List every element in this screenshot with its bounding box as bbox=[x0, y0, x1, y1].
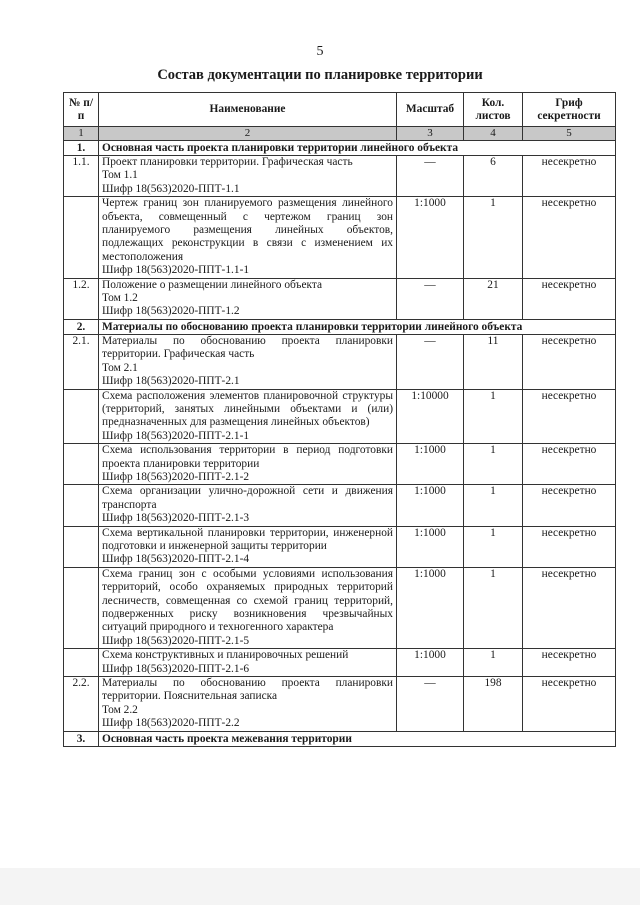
row-scale: 1:1000 bbox=[397, 197, 464, 278]
row-name-line: Схема использования территории в период подготовки проекта планировки территории bbox=[102, 444, 393, 470]
row-secrecy: несекретно bbox=[523, 649, 616, 677]
row-name-line: Шифр 18(563)2020-ППТ-1.1 bbox=[102, 182, 240, 195]
row-name bbox=[99, 567, 397, 648]
header-scale: Масштаб bbox=[397, 93, 464, 127]
row-name bbox=[99, 444, 397, 485]
row-name bbox=[99, 526, 397, 567]
row-scale: — bbox=[397, 278, 464, 319]
row-sheets: 1 bbox=[464, 444, 523, 485]
row-name-line: Том 2.2 bbox=[102, 703, 138, 716]
section-row bbox=[64, 731, 616, 746]
table-row bbox=[64, 444, 616, 485]
row-name-line: Шифр 18(563)2020-ППТ-2.1-5 bbox=[102, 634, 250, 647]
row-number: 1.1. bbox=[64, 156, 99, 197]
row-number bbox=[64, 389, 99, 444]
row-name-line: Шифр 18(563)2020-ППТ-2.1-6 bbox=[102, 662, 250, 675]
table-row bbox=[64, 567, 616, 648]
row-name bbox=[99, 389, 397, 444]
row-name bbox=[99, 334, 397, 389]
column-index: 3 bbox=[397, 127, 464, 141]
row-number: 1.2. bbox=[64, 278, 99, 319]
row-number: 2.1. bbox=[64, 334, 99, 389]
row-name bbox=[99, 197, 397, 278]
row-sheets: 21 bbox=[464, 278, 523, 319]
row-name bbox=[99, 649, 397, 677]
row-number bbox=[64, 567, 99, 648]
header-name: Наименование bbox=[99, 93, 397, 127]
row-name-line: Положение о размещении линейного объекта bbox=[102, 278, 323, 291]
section-title: Основная часть проекта межевания территории bbox=[99, 731, 616, 746]
row-sheets: 198 bbox=[464, 677, 523, 732]
column-index: 2 bbox=[99, 127, 397, 141]
row-name-line: Схема расположения элементов планировочной структуры (территорий, занятых линейными объектами и (или) предназначенных для размещения линейных объектов) bbox=[102, 389, 393, 429]
row-secrecy: несекретно bbox=[523, 444, 616, 485]
row-name bbox=[99, 485, 397, 526]
row-number bbox=[64, 649, 99, 677]
row-name-line: Проект планировки территории. Графическая часть bbox=[102, 156, 353, 168]
row-secrecy: несекретно bbox=[523, 677, 616, 732]
section-title: Материалы по обоснованию проекта планировки территории линейного объекта bbox=[99, 319, 616, 334]
row-sheets: 1 bbox=[464, 389, 523, 444]
section-title: Основная часть проекта планировки территории линейного объекта bbox=[99, 141, 616, 156]
row-name-line: Чертеж границ зон планируемого размещения линейного объекта, совмещенный с чертежом границ зон планируемого размещения линейных объектов, подлежащих реконструкции в связи с изменением их местоположения bbox=[102, 197, 393, 263]
table-row bbox=[64, 156, 616, 197]
table-row bbox=[64, 649, 616, 677]
row-scale: 1:1000 bbox=[397, 485, 464, 526]
table-row bbox=[64, 485, 616, 526]
row-scale: — bbox=[397, 156, 464, 197]
row-name-line: Том 1.2 bbox=[102, 292, 138, 305]
row-name-line: Схема конструктивных и планировочных решений bbox=[102, 649, 349, 662]
document-title: Состав документации по планировке территории bbox=[157, 67, 483, 83]
row-name-line: Шифр 18(563)2020-ППТ-2.1 bbox=[102, 375, 240, 388]
row-number bbox=[64, 485, 99, 526]
row-number: 2.2. bbox=[64, 677, 99, 732]
section-number: 2. bbox=[64, 319, 99, 334]
row-name bbox=[99, 278, 397, 319]
column-index: 1 bbox=[64, 127, 99, 141]
section-row bbox=[64, 141, 616, 156]
column-index-row bbox=[64, 127, 616, 141]
row-secrecy: несекретно bbox=[523, 334, 616, 389]
row-name-line: Шифр 18(563)2020-ППТ-2.1-2 bbox=[102, 470, 250, 483]
row-scale: 1:1000 bbox=[397, 567, 464, 648]
row-name-line: Шифр 18(563)2020-ППТ-2.1-4 bbox=[102, 553, 250, 566]
section-row bbox=[64, 319, 616, 334]
header-sheets: Кол. листов bbox=[464, 93, 523, 127]
row-sheets: 11 bbox=[464, 334, 523, 389]
row-sheets: 1 bbox=[464, 485, 523, 526]
row-sheets: 1 bbox=[464, 567, 523, 648]
row-secrecy: несекретно bbox=[523, 278, 616, 319]
row-name bbox=[99, 677, 397, 732]
row-secrecy: несекретно bbox=[523, 485, 616, 526]
row-name bbox=[99, 156, 397, 197]
row-number bbox=[64, 197, 99, 278]
row-name-line: Шифр 18(563)2020-ППТ-1.2 bbox=[102, 305, 240, 318]
row-name-line: Материалы по обоснованию проекта планировки территории. Пояснительная записка bbox=[102, 677, 393, 703]
row-scale: 1:1000 bbox=[397, 649, 464, 677]
row-name-line: Схема вертикальной планировки территории, инженерной подготовки и инженерной защиты территории bbox=[102, 526, 393, 552]
section-number: 1. bbox=[64, 141, 99, 156]
row-sheets: 1 bbox=[464, 526, 523, 567]
table-body bbox=[64, 141, 616, 747]
row-name-line: Схема границ зон с особыми условиями использования территорий, особо охраняемых природных территорий лесничеств, совмещенная со схемой границ территорий, подверженных риску возникновения чрезвычайных ситуаций природного и техногенного характера bbox=[102, 567, 393, 634]
row-scale: 1:10000 bbox=[397, 389, 464, 444]
row-sheets: 1 bbox=[464, 649, 523, 677]
row-name-line: Шифр 18(563)2020-ППТ-2.1-1 bbox=[102, 429, 250, 442]
table-header-row bbox=[64, 93, 616, 127]
row-secrecy: несекретно bbox=[523, 389, 616, 444]
row-name-line: Том 2.1 bbox=[102, 361, 138, 374]
table-row bbox=[64, 526, 616, 567]
documentation-table bbox=[63, 92, 616, 747]
row-name-line: Шифр 18(563)2020-ППТ-2.1-3 bbox=[102, 512, 250, 525]
table-row bbox=[64, 334, 616, 389]
row-name-line: Том 1.1 bbox=[102, 169, 138, 182]
row-name-line: Шифр 18(563)2020-ППТ-2.2 bbox=[102, 717, 240, 730]
row-scale: 1:1000 bbox=[397, 526, 464, 567]
row-sheets: 1 bbox=[464, 197, 523, 278]
row-scale: — bbox=[397, 334, 464, 389]
row-name-line: Материалы по обоснованию проекта планировки территории. Графическая часть bbox=[102, 334, 393, 361]
row-secrecy: несекретно bbox=[523, 197, 616, 278]
table-row bbox=[64, 389, 616, 444]
row-secrecy: несекретно bbox=[523, 156, 616, 197]
row-secrecy: несекретно bbox=[523, 567, 616, 648]
row-scale: — bbox=[397, 677, 464, 732]
header-secrecy: Гриф секретности bbox=[523, 93, 616, 127]
row-scale: 1:1000 bbox=[397, 444, 464, 485]
row-secrecy: несекретно bbox=[523, 526, 616, 567]
row-name-line: Схема организации улично-дорожной сети и движения транспорта bbox=[102, 485, 393, 511]
table-row bbox=[64, 197, 616, 278]
table-row bbox=[64, 677, 616, 732]
header-num: № п/п bbox=[64, 93, 99, 127]
page-bottom-shade bbox=[0, 868, 640, 905]
row-number bbox=[64, 526, 99, 567]
row-sheets: 6 bbox=[464, 156, 523, 197]
page-number: 5 bbox=[316, 44, 324, 59]
row-name-line: Шифр 18(563)2020-ППТ-1.1-1 bbox=[102, 264, 250, 277]
column-index: 4 bbox=[464, 127, 523, 141]
row-number bbox=[64, 444, 99, 485]
section-number: 3. bbox=[64, 731, 99, 746]
column-index: 5 bbox=[523, 127, 616, 141]
table-row bbox=[64, 278, 616, 319]
